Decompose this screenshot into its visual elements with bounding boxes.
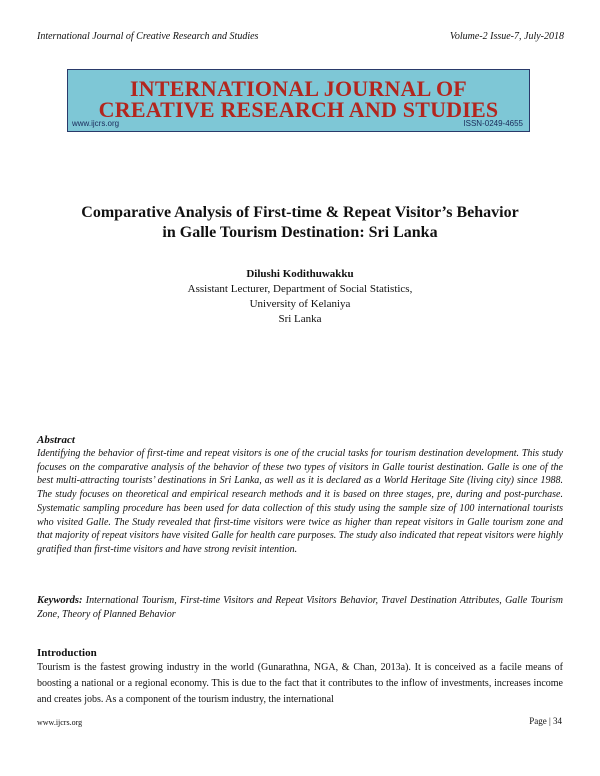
banner-title-line1: INTERNATIONAL JOURNAL OF	[130, 76, 467, 101]
abstract-heading: Abstract	[37, 434, 75, 446]
author-name: Dilushi Kodithuwakku	[246, 268, 354, 280]
keywords-text: International Tourism, First-time Visitors and Repeat Visitors Behavior, Travel Destination Attributes, Galle Tourism Zone, Theory of Planned Behavior	[37, 595, 563, 620]
running-header-volume: Volume-2 Issue-7, July-2018	[449, 31, 564, 42]
paper-title-line2: in Galle Tourism Destination: Sri Lanka	[162, 224, 438, 241]
paper-title-line1: Comparative Analysis of First-time & Repeat Visitor’s Behavior	[81, 204, 519, 221]
footer-site: www.ijcrs.org	[37, 718, 83, 727]
affiliation-line1: Assistant Lecturer, Department of Social Statistics,	[187, 283, 413, 295]
banner-title-line2: CREATIVE RESEARCH AND STUDIES	[98, 97, 499, 122]
banner-url: www.ijcrs.org	[72, 119, 120, 128]
keywords-label: Keywords:	[37, 595, 83, 606]
paper-title	[40, 203, 560, 243]
affiliation-line3: Sri Lanka	[278, 313, 322, 325]
keywords-section	[37, 594, 563, 622]
running-header-journal: International Journal of Creative Research and Studies	[37, 31, 259, 42]
introduction-heading: Introduction	[37, 647, 97, 659]
introduction-text: Tourism is the fastest growing industry in the world (Gunarathna, NGA, & Chan, 2013a). It is conceived as a facile means of boosting a national or a regional economy. This is due to the fact that it contributes to the inflow of investments, increases income and creates jobs. As a component of the tourism industry, the international	[37, 662, 563, 705]
abstract-text: Identifying the behavior of first-time and repeat visitors is one of the crucial tasks for tourism destination development. This study focuses on the comparative analysis of the behavior of these two types of visitors in Galle tourist destination. Galle is one of the best multi-attracting tourists’ destinations in Sri Lanka, as well as it is declared as a World Heritage Site (living city) since 1988. The study focuses on theoretical and empirical research methods and it is based on three stages, pre, during and post-purchase. Systematic sampling procedure has been used for data collection of this study using the sample size of 100 international tourists who visited Galle. The Study revealed that first-time visitors were twice as higher than repeat visitors in Galle tourism zone and that majority of repeat visitors have visited Galle for health care purposes. The study also indicated that repeat visitors were highly gratified than first-time visitors and have strong revisit intention.	[37, 448, 563, 555]
author-block	[100, 267, 500, 327]
banner-issn: ISSN-0249-4655	[463, 119, 523, 128]
affiliation-line2: University of Kelaniya	[249, 298, 351, 310]
footer-page-number: Page | 34	[529, 716, 562, 726]
journal-banner	[67, 69, 530, 132]
